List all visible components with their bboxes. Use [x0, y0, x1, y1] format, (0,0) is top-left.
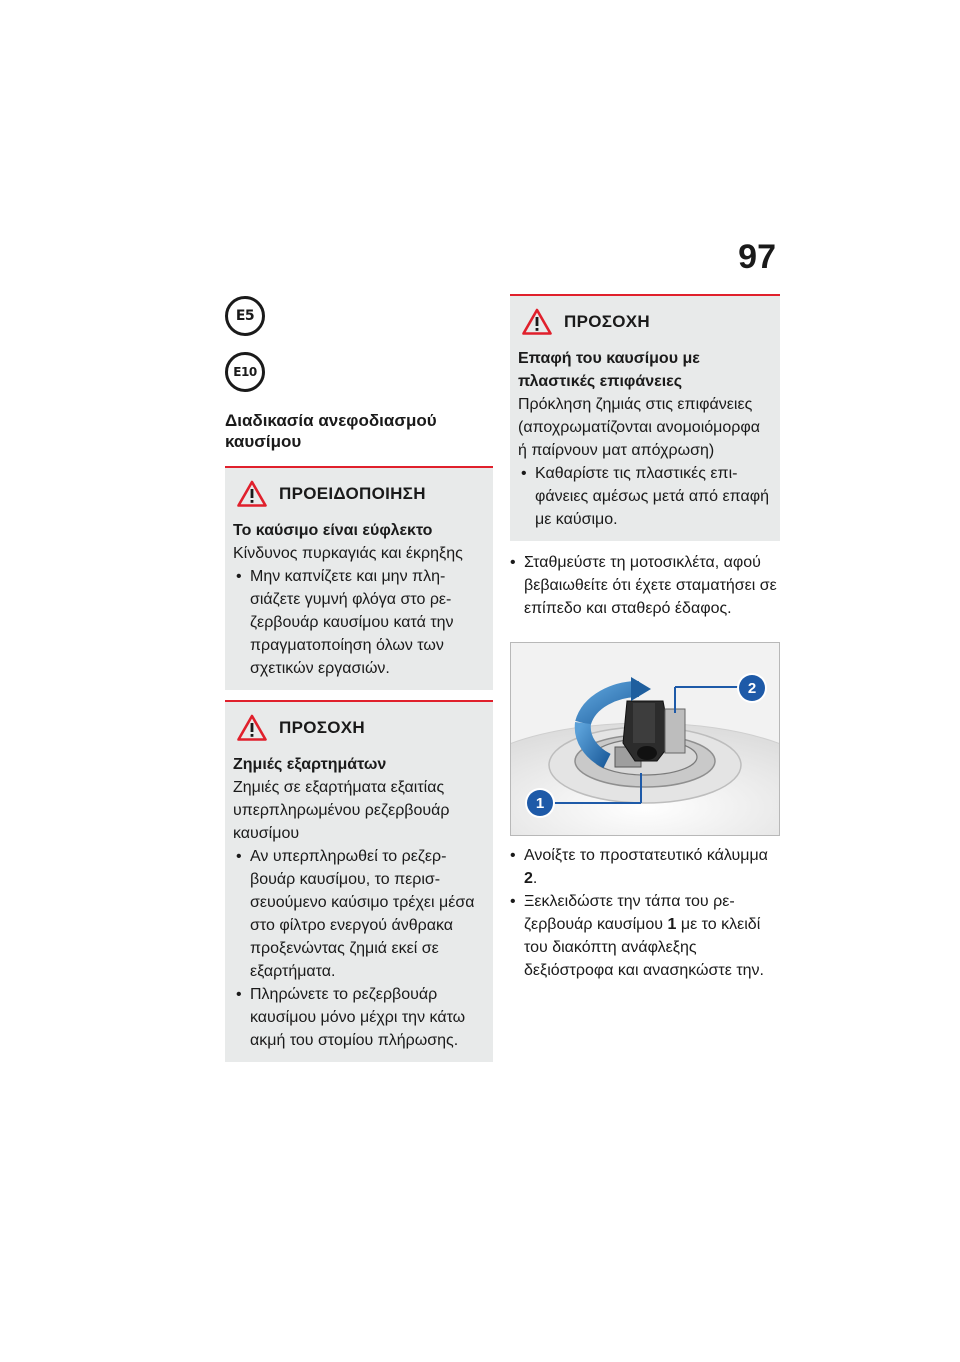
warning-title: ΠΡΟΕΙΔΟΠΟΙΗΣΗ: [279, 484, 426, 503]
e10-fuel-icon: E10: [225, 352, 265, 392]
warning-bullet: • Πληρώνετε το ρεζερβουάρ καυσίμου μόνο μέχρι την κάτω ακμή του στομίου πλήρωσης.: [233, 983, 485, 1052]
step-unlock-cap: [510, 890, 780, 982]
step-list: [510, 551, 780, 620]
step-text: Ξεκλειδώστε την τάπα του ρεζερβουάρ καυσίμου: [524, 893, 735, 933]
warning-bullet: • Μην καπνίζετε και μην πλησιάζετε γυμνή φλόγα στο ρεζερβουάρ καυσίμου κατά την πραγματοποίηση όλων των σχετικών εργασιών.: [233, 565, 485, 680]
e5-fuel-icon: E5: [225, 296, 265, 336]
step-park: • Σταθμεύστε τη μοτοσικλέτα, αφού βεβαιωθείτε ότι έχετε σταματήσει σε επίπεδο και σταθερό έδαφος.: [510, 551, 780, 620]
page-number: 97: [738, 238, 776, 276]
warning-bullet: • Καθαρίστε τις πλαστικές επιφάνειες αμέσως μετά από επαφή με καύσιμο.: [518, 462, 772, 531]
warning-triangle-icon: [237, 714, 267, 741]
ref-number: 2: [524, 870, 533, 887]
warning-text: Κίνδυνος πυρκαγιάς και έκρηξης: [233, 545, 463, 562]
step-list-2: [510, 844, 780, 982]
warning-subtitle: Ζημιές εξαρτημάτων: [233, 756, 387, 773]
callout-1: 1: [527, 790, 553, 816]
right-column: [510, 294, 780, 982]
warning-text: Πρόκληση ζημιάς στις επιφάνειες (αποχρωματίζονται ανομοιόμορφα ή παίρνουν ματ απόχρωση): [518, 396, 760, 459]
ref-number: 1: [667, 916, 677, 933]
warning-subtitle: Το καύσιμο είναι εύφλεκτο: [233, 522, 433, 539]
warning-triangle-icon: [522, 308, 552, 335]
section-heading: Διαδικασία ανεφοδιασμού καυσίμου: [225, 411, 437, 451]
warning-triangle-icon: [237, 480, 267, 507]
warning-box-flammable: [225, 466, 493, 690]
callout-2: 2: [739, 675, 765, 701]
step-text-end: .: [532, 870, 538, 887]
left-column: [225, 290, 493, 1062]
step-text-end: με το κλειδί του διακόπτη ανάφλεξης δεξιόστροφα και ανασηκώστε την.: [524, 916, 764, 979]
warning-bullet: • Αν υπερπληρωθεί το ρεζερβουάρ καυσίμου, το περισσευούμενο καύσιμο τρέχει μέσα στο φίλτρο ενεργού άνθρακα προξενώντας ζημιά εκεί σε εξαρτήματα.: [233, 845, 485, 983]
step-open-cover: [510, 844, 780, 890]
warning-box-overfill: [225, 700, 493, 1062]
warning-box-plastic: [510, 294, 780, 541]
warning-text: Ζημιές σε εξαρτήματα εξαιτίας υπερπληρωμένου ρεζερβουάρ καυσίμου: [233, 779, 450, 842]
fuel-cap-figure: [510, 642, 780, 836]
warning-subtitle: Επαφή του καυσίμου με πλαστικές επιφάνειες: [518, 350, 700, 390]
warning-title: ΠΡΟΣΟΧΗ: [564, 312, 650, 331]
step-text: Ανοίξτε το προστατευτικό κάλυμμα: [524, 847, 768, 864]
warning-title: ΠΡΟΣΟΧΗ: [279, 718, 365, 737]
